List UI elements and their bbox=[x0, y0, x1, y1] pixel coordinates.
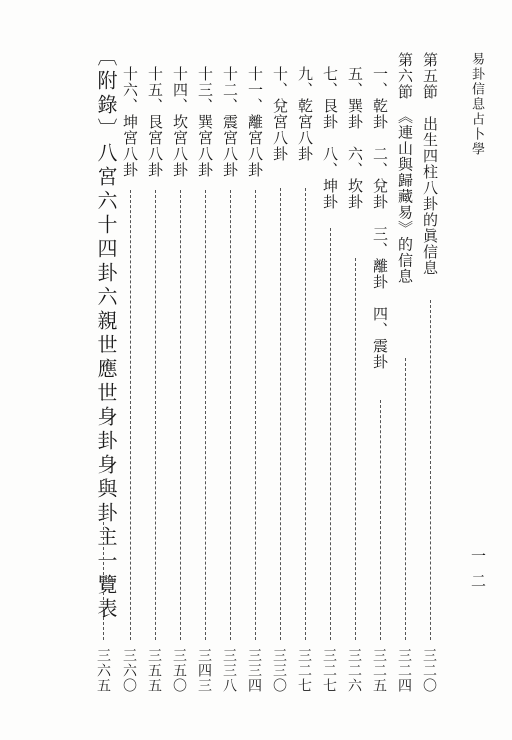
toc-entry-page: 三三四 bbox=[246, 648, 262, 693]
dot-leader bbox=[205, 190, 206, 640]
dot-leader bbox=[103, 512, 104, 640]
toc-entry-page: 三二四 bbox=[396, 648, 412, 693]
dot-leader bbox=[305, 188, 306, 640]
toc-entry-label: 十、兌宮八卦 bbox=[271, 66, 289, 162]
dot-leader bbox=[330, 228, 331, 640]
toc-entry-page: 三六〇 bbox=[121, 648, 137, 693]
toc-entry-page: 三二七 bbox=[321, 648, 337, 693]
dot-leader bbox=[255, 190, 256, 640]
dot-leader bbox=[130, 190, 131, 640]
toc-entry-page: 三二五 bbox=[371, 648, 387, 693]
toc-entry-label: 十三、巽宮八卦 bbox=[196, 66, 214, 178]
running-header: 易卦信息占卜學 bbox=[469, 52, 484, 157]
toc-entry-label: 十一、離宮八卦 bbox=[246, 66, 264, 178]
toc-entry-page: 三三〇 bbox=[271, 648, 287, 693]
toc-entry-label: 七、艮卦 八、坤卦 bbox=[321, 66, 339, 210]
toc-entry-page: 三二六 bbox=[346, 648, 362, 693]
toc-entry-page: 三二七 bbox=[296, 648, 312, 693]
toc-entry-page: 三四三 bbox=[196, 648, 212, 693]
appendix-page: 三六五 bbox=[95, 648, 111, 693]
dot-leader bbox=[355, 258, 356, 640]
toc-entry-label: 五、巽卦 六、坎卦 bbox=[346, 66, 364, 210]
toc-entry-label: 九、乾宮八卦 bbox=[296, 66, 314, 162]
toc-entry-label: 十五、艮宮八卦 bbox=[146, 66, 164, 178]
toc-entry-label: 十四、坎宮八卦 bbox=[171, 66, 189, 178]
toc-entry-label: 第六節 《連山與歸藏易》的信息 bbox=[396, 52, 414, 285]
dot-leader bbox=[155, 190, 156, 640]
toc-entry-label: 十六、坤宮八卦 bbox=[121, 66, 139, 178]
toc-entry-page: 三二〇 bbox=[421, 648, 437, 693]
dot-leader bbox=[280, 188, 281, 640]
dot-leader bbox=[405, 358, 406, 640]
dot-leader bbox=[380, 400, 381, 640]
toc-entry-page: 三三八 bbox=[221, 648, 237, 693]
page-number: 一二 bbox=[469, 548, 487, 598]
toc-entry-label: 十二、震宮八卦 bbox=[221, 66, 239, 178]
dot-leader bbox=[430, 300, 431, 640]
dot-leader bbox=[180, 190, 181, 640]
toc-entry-label: 一、乾卦 二、兌卦 三、離卦 四、震卦 bbox=[371, 66, 389, 370]
toc-entry-page: 三五〇 bbox=[171, 648, 187, 693]
appendix-label: 〔附錄〕八宮六十四卦六親世應世身卦身與卦主一覽表 bbox=[94, 46, 118, 622]
toc-entry-page: 三五五 bbox=[146, 648, 162, 693]
toc-entry-label: 第五節 出生四柱八卦的眞信息 bbox=[421, 52, 439, 276]
dot-leader bbox=[230, 190, 231, 640]
